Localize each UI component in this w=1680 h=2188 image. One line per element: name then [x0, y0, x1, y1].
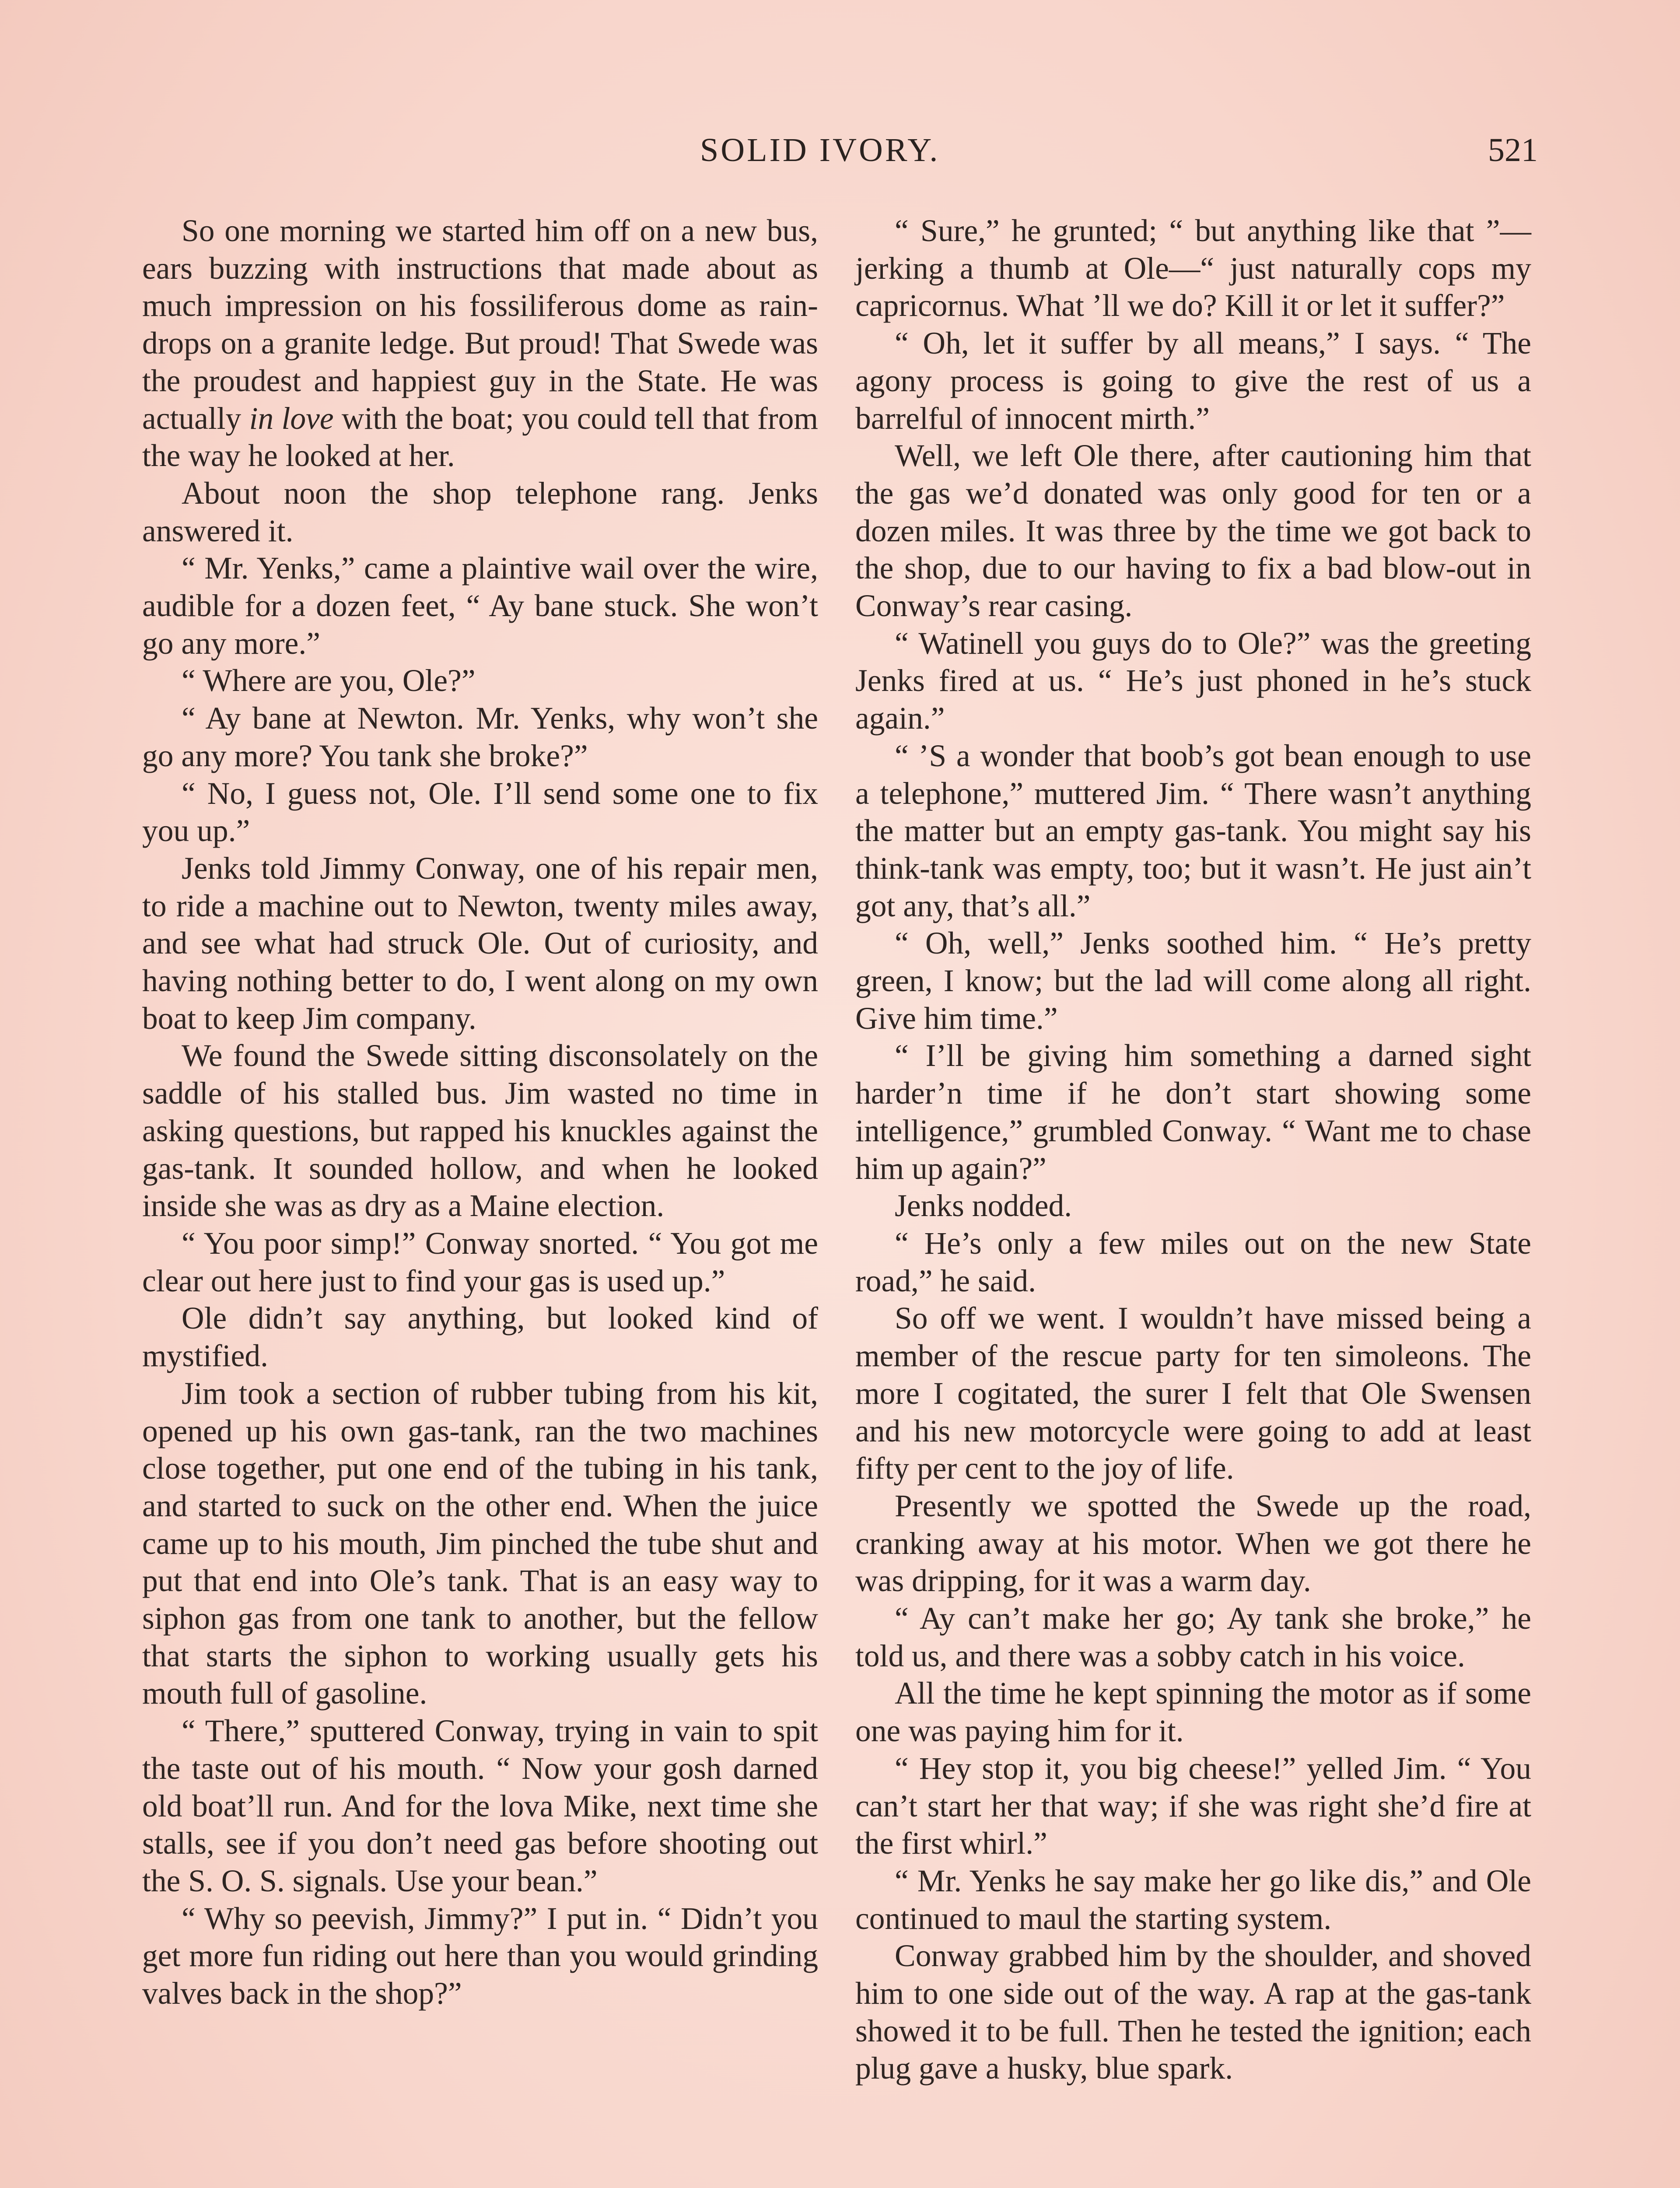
paragraph: All the time he kept spinning the motor as if some one was paying him for it.	[855, 1676, 1531, 1749]
paragraph: “ You poor simp!” Conway snorted. “ You got me clear out here just to find your gas is used up.”	[142, 1226, 818, 1298]
paragraph: “ No, I guess not, Ole. I’ll send some one to fix you up.”	[142, 776, 818, 849]
paragraph: “ He’s only a few miles out on the new State road,” he said.	[855, 1226, 1531, 1298]
paragraph: About noon the shop telephone rang. Jenks answered it.	[142, 476, 818, 548]
left-column	[142, 212, 818, 2013]
paragraph: Jim took a section of rubber tubing from his kit, opened up his own gas-tank, ran the two machines close together, put one end of the tubing in his tank, and started to suck on the other end. When the juice came up to his mouth, Jim pinched the tube shut and put that end into Ole’s tank. That is an easy way to siphon gas from one tank to another, but the fellow that starts the siphon to working usually gets his mouth full of gasoline.	[142, 1376, 818, 1711]
paragraph: Ole didn’t say anything, but looked kind of mystified.	[142, 1301, 818, 1374]
paragraph: “ Mr. Yenks,” came a plaintive wail over the wire, audible for a dozen feet, “ Ay bane stuck. She won’t go any more.”	[142, 551, 818, 661]
paragraph: “ Why so peevish, Jimmy?” I put in. “ Didn’t you get more fun riding out here than you would grinding valves back in the shop?”	[142, 1901, 818, 2011]
paragraph: “ Oh, let it suffer by all means,” I says. “ The agony process is going to give the rest of us a barrelful of innocent mirth.”	[855, 326, 1531, 436]
page-header	[0, 131, 1680, 184]
paragraph: So one morning we started him off on a new bus, ears buzzing with instructions that made about as much impression on his fossiliferous dome as rain-drops on a granite ledge. But proud! That Swede was the proudest and happiest guy in the State. He was actually in love with the boat; you could tell that from the way he looked at her.	[142, 214, 818, 473]
paragraph: “ Oh, well,” Jenks soothed him. “ He’s pretty green, I know; but the lad will come along all right. Give him time.”	[855, 926, 1531, 1036]
paragraph: So off we went. I wouldn’t have missed being a member of the rescue party for ten simoleons. The more I cogitated, the surer I felt that Ole Swensen and his new motorcycle were going to add at least fifty per cent to the joy of life.	[855, 1301, 1531, 1486]
running-title: SOLID IVORY.	[700, 132, 940, 168]
paragraph: Jenks nodded.	[895, 1189, 1072, 1224]
paragraph: Presently we spotted the Swede up the road, cranking away at his motor. When we got there he was dripping, for it was a warm day.	[855, 1488, 1531, 1599]
paragraph: “ Watinell you guys do to Ole?” was the greeting Jenks fired at us. “ He’s just phoned in he’s stuck again.”	[855, 626, 1531, 736]
paragraph: “ I’ll be giving him something a darned sight harder’n time if he don’t start showing some intelligence,” grumbled Conway. “ Want me to chase him up again?”	[855, 1038, 1531, 1186]
paragraph: Well, we left Ole there, after cautioning him that the gas we’d donated was only good for ten or a dozen miles. It was three by the time we got back to the shop, due to our having to fix a bad blow-out in Conway’s rear casing.	[855, 438, 1531, 624]
paragraph: Conway grabbed him by the shoulder, and shoved him to one side out of the way. A rap at the gas-tank showed it to be full. Then he tested the ignition; each plug gave a husky, blue spark.	[855, 1939, 1531, 2086]
paragraph: Jenks told Jimmy Conway, one of his repair men, to ride a machine out to Newton, twenty miles away, and see what had struck Ole. Out of curiosity, and having nothing better to do, I went along on my own boat to keep Jim company.	[142, 851, 818, 1036]
paragraph: “ Mr. Yenks he say make her go like dis,” and Ole continued to maul the starting system.	[855, 1863, 1531, 1936]
page-number: 521	[1488, 132, 1538, 168]
paragraph: “ Where are you, Ole?”	[182, 663, 476, 698]
paragraph: “ Ay can’t make her go; Ay tank she broke,” he told us, and there was a sobby catch in his voice.	[855, 1601, 1531, 1673]
paragraph: “ ’S a wonder that boob’s got bean enough to use a telephone,” muttered Jim. “ There wasn’t anything the matter but an empty gas-tank. You might say his think-tank was empty, too; but it wasn’t. He just ain’t got any, that’s all.”	[855, 738, 1531, 923]
paragraph: “ Sure,” he grunted; “ but anything like that ”—jerking a thumb at Ole—“ just naturally cops my capricornus. What ’ll we do? Kill it or let it suffer?”	[855, 214, 1531, 323]
paragraph: “ Ay bane at Newton. Mr. Yenks, why won’t she go any more? You tank she broke?”	[142, 701, 818, 773]
paragraph: We found the Swede sitting disconsolately on the saddle of his stalled bus. Jim wasted no time in asking questions, but rapped his knuckles against the gas-tank. It sounded hollow, and when he looked inside she was as dry as a Maine election.	[142, 1038, 818, 1224]
emphasis: in love	[249, 401, 334, 436]
paragraph: “ Hey stop it, you big cheese!” yelled Jim. “ You can’t start her that way; if she was right she’d fire at the first whirl.”	[855, 1751, 1531, 1861]
paragraph: “ There,” sputtered Conway, trying in vain to spit the taste out of his mouth. “ Now your gosh darned old boat’ll run. And for the lova Mike, next time she stalls, see if you don’t need gas before shooting out the S. O. S. signals. Use your bean.”	[142, 1714, 818, 1898]
right-column	[855, 212, 1531, 2087]
